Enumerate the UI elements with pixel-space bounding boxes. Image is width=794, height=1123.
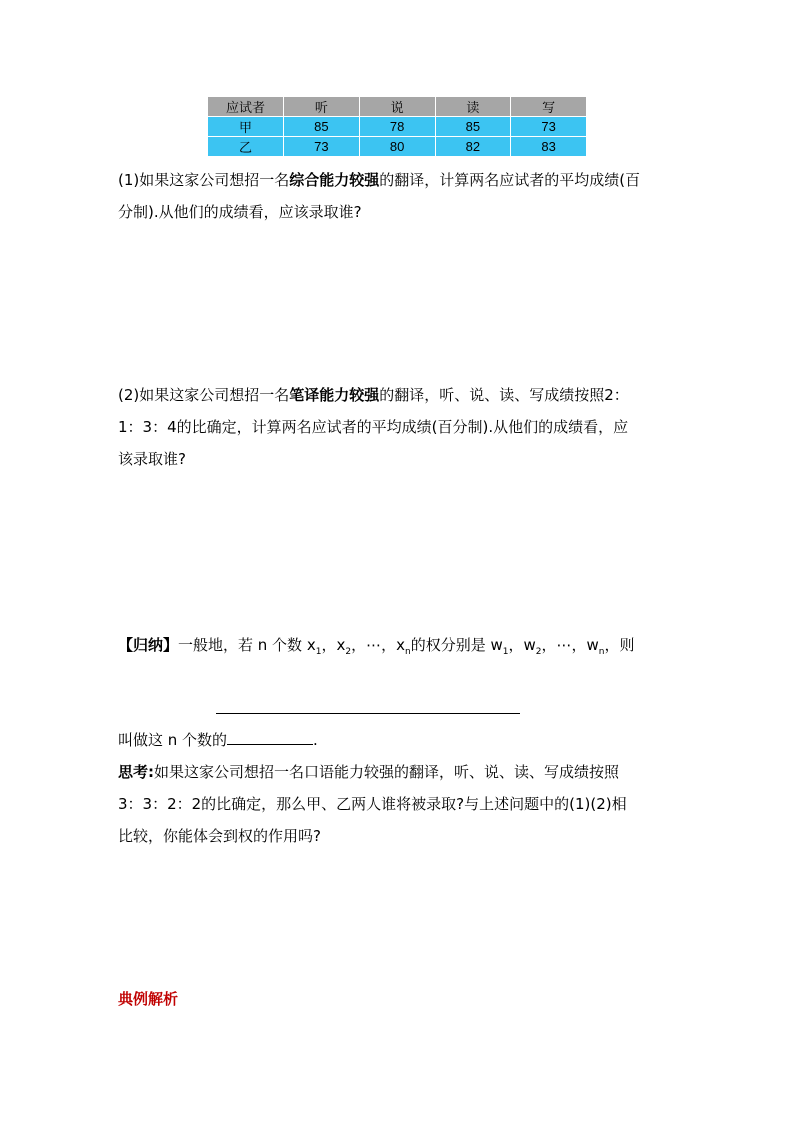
- question-2-line-3: 该录取谁?: [118, 450, 186, 468]
- table-cell: 73: [284, 137, 360, 157]
- summary-text: ，⋯，x: [351, 636, 405, 654]
- table-row: [208, 117, 587, 137]
- table-row: [208, 137, 587, 157]
- table-header-cell: 写: [511, 97, 587, 117]
- subscript: 2: [535, 647, 542, 657]
- question-2-text: (2)如果这家公司想招一名: [118, 386, 290, 404]
- question-2-line-2: 1：3：4的比确定，计算两名应试者的平均成绩(百分制).从他们的成绩看，应: [118, 418, 629, 436]
- think-label: 思考:: [118, 763, 154, 781]
- summary-text: .: [313, 731, 318, 749]
- answer-blank: [227, 730, 313, 745]
- summary-text: ，x: [321, 636, 346, 654]
- table-cell: 82: [435, 137, 511, 157]
- answer-blank-line: [216, 713, 520, 714]
- table-cell: 83: [511, 137, 587, 157]
- table-header-cell: 说: [359, 97, 435, 117]
- summary-text: ，w: [508, 636, 536, 654]
- question-1-line-1: [118, 169, 640, 191]
- think-text: 如果这家公司想招一名口语能力较强的翻译，听、说、读、写成绩按照: [154, 763, 620, 781]
- summary-line: [118, 634, 635, 663]
- subscript: n: [598, 647, 605, 657]
- think-line-3: 比较，你能体会到权的作用吗?: [118, 827, 321, 845]
- think-line-2: 3：3：2：2的比确定，那么甲、乙两人谁将被录取?与上述问题中的(1)(2)相: [118, 795, 627, 813]
- summary-label: 【归纳】: [118, 636, 179, 654]
- question-1-line-2: 分制).从他们的成绩看，应该录取谁?: [118, 203, 362, 221]
- subscript: 1: [502, 647, 509, 657]
- question-2-emphasis: 笔译能力较强: [289, 386, 380, 404]
- question-2-text: 的翻译，听、说、读、写成绩按照2：: [379, 386, 629, 404]
- summary-text: 的权分别是 w: [410, 636, 503, 654]
- summary-text: 叫做这 n 个数的: [118, 731, 228, 749]
- table-header-cell: 读: [435, 97, 511, 117]
- question-1-text: (1)如果这家公司想招一名: [118, 171, 290, 189]
- section-heading: 典例解析: [118, 990, 179, 1008]
- think-line-1: [118, 761, 619, 783]
- table-header-cell: 听: [284, 97, 360, 117]
- table-header-row: [208, 97, 587, 117]
- table-cell: 73: [511, 117, 587, 137]
- subscript: 1: [315, 647, 322, 657]
- question-1-text: 的翻译，计算两名应试者的平均成绩(百: [379, 171, 641, 189]
- table-cell: 85: [435, 117, 511, 137]
- table-cell: 甲: [208, 117, 284, 137]
- summary-text: ，则: [604, 636, 635, 654]
- summary-line-2: [118, 729, 318, 751]
- subscript: n: [404, 647, 411, 657]
- score-table: [207, 96, 587, 157]
- table-cell: 78: [359, 117, 435, 137]
- table-header-cell: 应试者: [208, 97, 284, 117]
- question-1-emphasis: 综合能力较强: [289, 171, 380, 189]
- table-cell: 80: [359, 137, 435, 157]
- table-cell: 85: [284, 117, 360, 137]
- table-cell: 乙: [208, 137, 284, 157]
- summary-text: 一般地，若 n 个数 x: [178, 636, 316, 654]
- summary-text: ，⋯，w: [541, 636, 599, 654]
- question-2-line-1: [118, 384, 629, 406]
- subscript: 2: [345, 647, 352, 657]
